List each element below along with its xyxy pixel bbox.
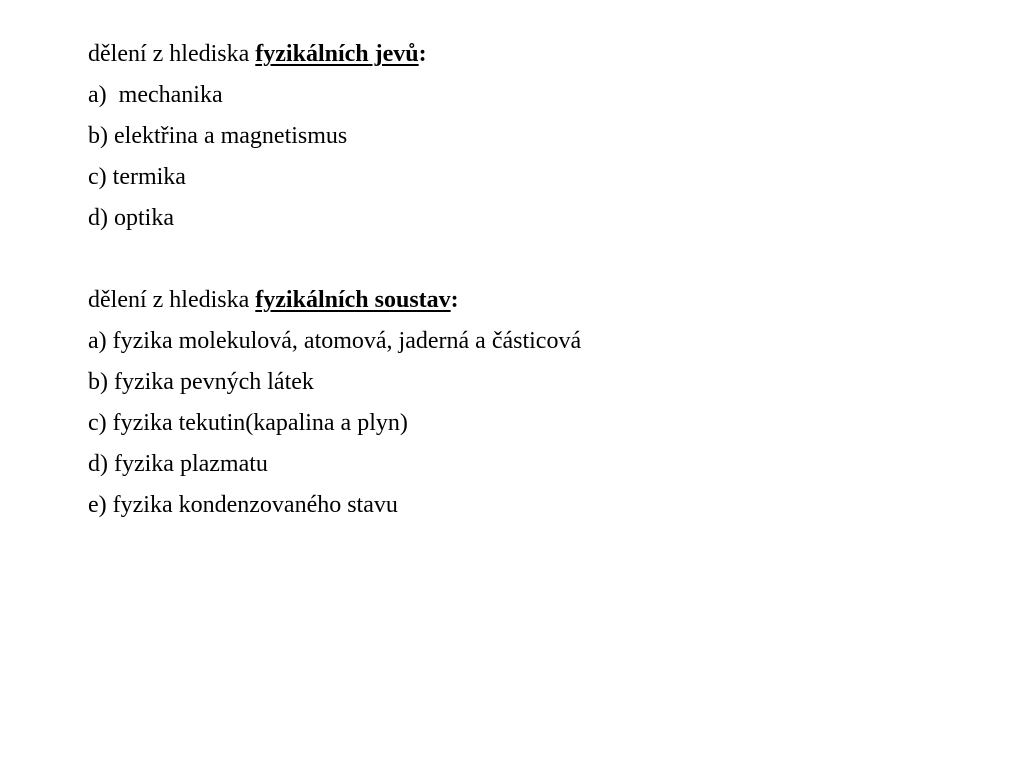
list-item: a) mechanika [88, 82, 223, 108]
list-item: b) fyzika pevných látek [88, 369, 314, 395]
list-item: c) fyzika tekutin(kapalina a plyn) [88, 410, 408, 436]
section-heading-phenomena [88, 34, 988, 75]
list-item: b) elektřina a magnetismus [88, 123, 348, 149]
heading-prefix: dělení z hlediska [88, 41, 256, 67]
list-item: d) optika [88, 205, 174, 231]
section-heading-systems [88, 280, 988, 321]
list-item: c) termika [88, 164, 186, 190]
list-item: e) fyzika kondenzovaného stavu [88, 492, 398, 518]
slide-content [88, 34, 988, 526]
list-item: d) fyzika plazmatu [88, 451, 268, 477]
heading-colon: : [418, 41, 427, 67]
heading-term: fyzikálních jevů [255, 41, 419, 67]
heading-prefix: dělení z hlediska [88, 287, 256, 313]
list-item: a) fyzika molekulová, atomová, jaderná a částicová [88, 328, 582, 354]
heading-colon: : [450, 287, 459, 313]
spacer [88, 239, 988, 280]
heading-term: fyzikálních soustav [255, 287, 451, 313]
